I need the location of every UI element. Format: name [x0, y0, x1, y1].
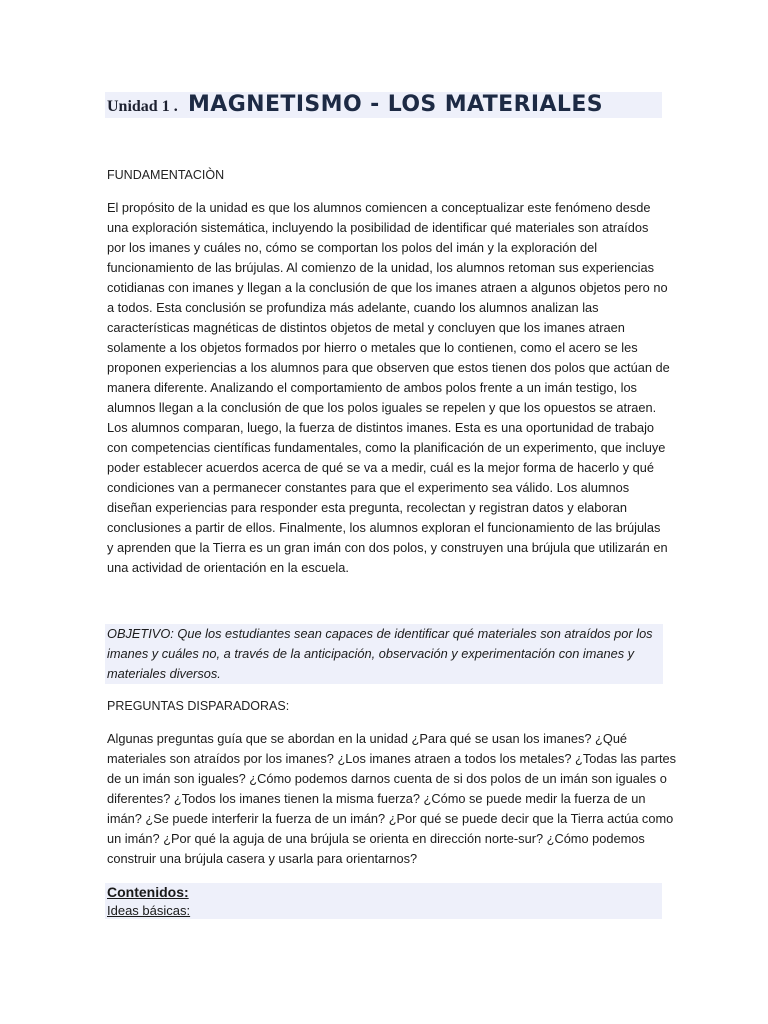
- paragraph-line: una actividad de orientación en la escuela.: [107, 560, 349, 575]
- preguntas-paragraph: [107, 729, 677, 869]
- paragraph-line: un imán? ¿Por qué la aguja de una brújula se orienta en dirección norte-sur? ¿Cómo podemos: [107, 831, 645, 846]
- paragraph-line: Los alumnos comparan, luego, la fuerza de distintos imanes. Esta es una oportunidad de trabajo: [107, 420, 655, 435]
- paragraph-line: a todos. Esta conclusión se profundiza más adelante, cuando los alumnos analizan las: [107, 300, 599, 315]
- objetivo-line: imanes y cuáles no, a través de la anticipación, observación y experimentación con imanes y: [107, 646, 635, 661]
- fundamentacion-paragraph: [107, 198, 670, 578]
- paragraph-line: poder establecer acuerdos acerca de qué se va a medir, cuál es la mejor forma de hacerlo y qué: [107, 460, 655, 475]
- objetivo-line: OBJETIVO: Que los estudiantes sean capaces de identificar qué materiales son atraídos por los: [107, 626, 653, 641]
- preguntas-heading: PREGUNTAS DISPARADORAS:: [107, 699, 290, 713]
- fundamentacion-heading: FUNDAMENTACIÒN: [107, 168, 225, 182]
- paragraph-line: imán? ¿Se puede interferir la fuerza de un imán? ¿Por qué se puede decir que la Tierra actúa como: [107, 811, 674, 826]
- paragraph-line: construir una brújula casera y usarla para orientarnos?: [107, 851, 418, 866]
- paragraph-line: conclusiones a partir de ellos. Finalmente, los alumnos exploran el funcionamiento de las brújulas: [107, 520, 661, 535]
- unit-title: MAGNETISMO - LOS MATERIALES: [188, 92, 604, 117]
- paragraph-line: funcionamiento de las brújulas. Al comienzo de la unidad, los alumnos retoman sus experiencias: [107, 260, 655, 275]
- objetivo-block: [105, 624, 663, 684]
- paragraph-line: manera diferente. Analizando el comportamiento de ambos polos frente a un imán testigo, los: [107, 380, 637, 395]
- ideas-basicas-subheading: Ideas básicas:: [107, 903, 191, 918]
- objetivo-line: materiales diversos.: [107, 666, 221, 681]
- paragraph-line: alumnos llegan a la conclusión de que los polos iguales se repelen y que los opuestos se atraen.: [107, 400, 657, 415]
- paragraph-line: diferentes? ¿Todos los imanes tienen la misma fuerza? ¿Cómo se puede medir la fuerza de un: [107, 791, 646, 806]
- paragraph-line: diseñan experiencias para responder esta pregunta, recolectan y registran datos y elaboran: [107, 500, 628, 515]
- paragraph-line: por los imanes y cuáles no, cómo se comportan los polos del imán y la exploración del: [107, 240, 598, 255]
- paragraph-line: Algunas preguntas guía que se abordan en la unidad ¿Para qué se usan los imanes? ¿Qué: [107, 731, 628, 746]
- paragraph-line: y aprenden que la Tierra es un gran imán con dos polos, y construyen una brújula que utilizarán en: [107, 540, 668, 555]
- unit-number-label: Unidad 1 .: [107, 98, 178, 115]
- paragraph-line: El propósito de la unidad es que los alumnos comiencen a conceptualizar este fenómeno desde: [107, 200, 651, 215]
- contenidos-heading: Contenidos:: [107, 884, 189, 900]
- paragraph-line: materiales son atraídos por los imanes? ¿Los imanes atraen a todos los metales? ¿Todas las partes: [107, 751, 677, 766]
- paragraph-line: condiciones van a permanecer constantes para que el experimento sea válido. Los alumnos: [107, 480, 630, 495]
- unit-title-bar: [105, 92, 662, 118]
- paragraph-line: solamente a los objetos formados por hierro o metales que lo contienen, como el acero se les: [107, 340, 638, 355]
- paragraph-line: de un imán son iguales? ¿Cómo podemos darnos cuenta de si dos polos de un imán son iguales o: [107, 771, 667, 786]
- paragraph-line: proponen experiencias a los alumnos para que observen que estos tienen dos polos que actúan de: [107, 360, 670, 375]
- paragraph-line: una exploración sistemática, incluyendo la posibilidad de identificar qué materiales son atraídos: [107, 220, 649, 235]
- contenidos-block: [105, 883, 662, 919]
- paragraph-line: cotidianas con imanes y llegan a la conclusión de que los imanes atraen a algunos objetos pero no: [107, 280, 668, 295]
- paragraph-line: características magnéticas de distintos objetos de metal y concluyen que los imanes atraen: [107, 320, 625, 335]
- paragraph-line: con competencias científicas fundamentales, como la planificación de un experimento, que incluye: [107, 440, 666, 455]
